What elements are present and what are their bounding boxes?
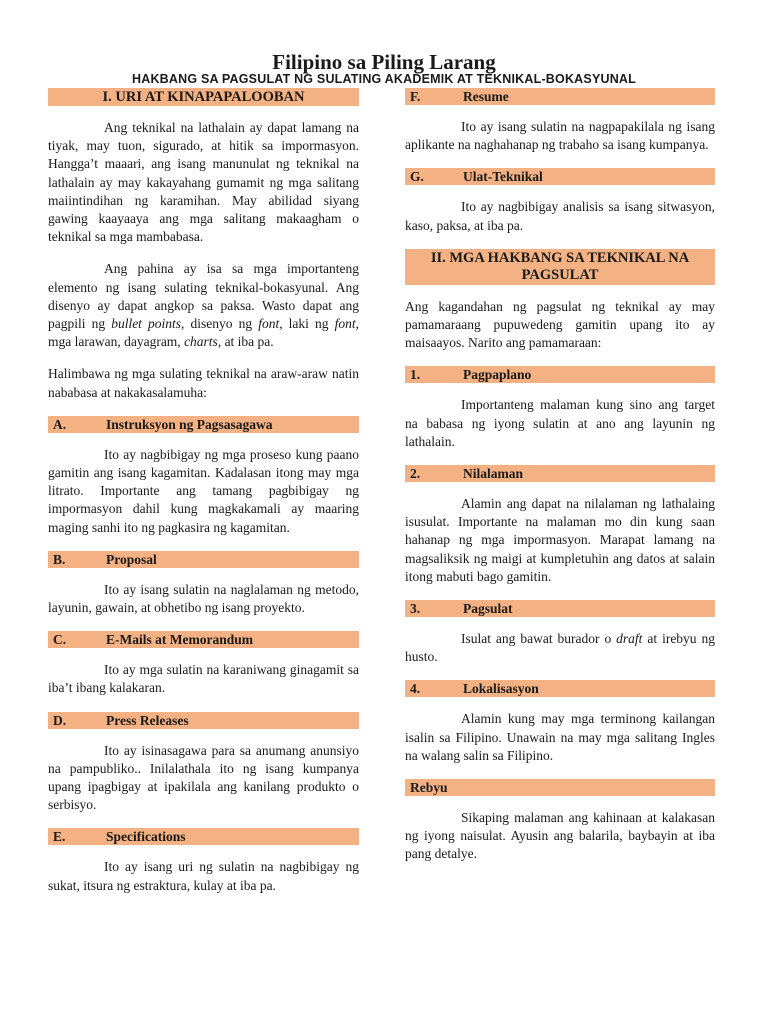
item-letter: C.	[53, 632, 67, 648]
paragraph: Alamin kung may mga terminong kailangan isalin sa Filipino. Unawain na may mga salitang Ingles na walang salin sa Filipino.	[405, 711, 715, 763]
right-column	[405, 88, 715, 878]
item-label: Specifications	[106, 829, 186, 845]
step-label: Pagpaplano	[463, 367, 532, 383]
step-number: 2.	[410, 466, 421, 482]
item-heading	[405, 168, 715, 185]
paragraph: Sikaping malaman ang kahinaan at kalakasan ng iyong naisulat. Ayusin ang balarila, baybayin at iba pang detalye.	[405, 810, 715, 862]
paragraph: Isulat ang bawat burador o draft at irebyu ng husto.	[405, 631, 715, 665]
item-label: Ulat-Teknikal	[463, 169, 543, 185]
paragraph: Ito ay isang uri ng sulatin na nagbibigay ng sukat, itsura ng estraktura, kulay at iba pa.	[48, 859, 359, 893]
step-number: 3.	[410, 601, 421, 617]
item-label: E-Mails at Memorandum	[106, 632, 253, 648]
section-heading-hakbang	[405, 249, 715, 285]
step-heading	[405, 465, 715, 482]
paragraph: Ito ay isang sulatin na naglalaman ng metodo, layunin, gawain, at obhetibo ng isang proyekto.	[48, 581, 359, 616]
step-number: 4.	[410, 681, 421, 697]
item-label: Resume	[463, 89, 509, 104]
paragraph: Ito ay mga sulatin na karaniwang ginagamit sa iba’t ibang kalakaran.	[48, 662, 359, 696]
review-heading	[405, 779, 715, 796]
item-letter: D.	[53, 712, 67, 728]
document-subtitle: HAKBANG SA PAGSULAT NG SULATING AKADEMIK AT TEKNIKAL-BOKASYUNAL	[131, 72, 636, 86]
item-heading	[48, 416, 359, 433]
item-heading	[48, 631, 359, 648]
step-label: Nilalaman	[463, 466, 524, 482]
item-heading	[48, 712, 359, 729]
step-number: 1.	[410, 367, 421, 383]
item-letter: A.	[53, 416, 67, 432]
step-label: Pagsulat	[463, 601, 513, 617]
review-label: Rebyu	[410, 780, 448, 796]
paragraph: Ang pahina ay isa sa mga importanteng elemento ng isang sulating teknikal-bokasyunal. Ang disenyo ay dapat angkop sa paksa. Wasto dapat ang pagpili ng bullet points, disenyo ng font, laki ng font, mga larawan, dayagram, charts, at iba pa.	[48, 261, 359, 350]
step-label: Lokalisasyon	[463, 681, 539, 697]
step-heading	[405, 600, 715, 617]
step-heading	[405, 680, 715, 697]
item-label: Press Releases	[106, 712, 189, 728]
item-letter: B.	[53, 551, 66, 567]
item-letter: F.	[410, 89, 421, 104]
paragraph: Halimbawa ng mga sulating teknikal na araw-araw natin nababasa at nakakasalamuha:	[48, 366, 359, 400]
item-letter: G.	[410, 169, 424, 185]
paragraph: Importanteng malaman kung sino ang target na babasa ng iyong sulatin at ano ang layunin ng lathalain.	[405, 397, 715, 449]
paragraph: Ito ay nagbibigay ng mga proseso kung paano gamitin ang isang kagamitan. Kadalasan itong may mga litrato. Importante ang tamang pagbibigay ng impormasyon dahil kung magkakamali ay maaring maging sanhi ito ng pagkasira ng kagamitan.	[48, 446, 359, 535]
step-heading	[405, 366, 715, 383]
paragraph: Ang teknikal na lathalain ay dapat lamang na tiyak, may tuon, sigurado, at hitik sa impormasyon. Hangga’t maaari, ang isang manunulat ng teknikal na lathalain ay may kakayahang gumamit ng mga salitang maiintindihan ng karamihan. May abilidad siyang gawing kaayaaya ang mga salitang makaagham o teknikal sa mga mambabasa.	[48, 120, 359, 245]
item-letter: E.	[53, 829, 66, 845]
document-title: Filipino sa Piling Larang	[272, 50, 496, 74]
paragraph: Ito ay isang sulatin na nagpapakilala ng isang aplikante na naghahanap ng trabaho sa isang kumpanya.	[405, 119, 715, 153]
section-heading-line: PAGSULAT	[521, 266, 599, 283]
section-heading-line: II. MGA HAKBANG SA TEKNIKAL NA	[430, 249, 690, 266]
section-heading-uri	[48, 88, 359, 106]
paragraph: Ito ay isinasagawa para sa anumang anunsiyo na pampubliko.. Inilalathala ito ng isang kumpanya upang ipagbigay at ipakilala ang kanilang produkto o serbisyo.	[48, 742, 359, 813]
item-label: Instruksyon ng Pagsasagawa	[106, 416, 273, 432]
paragraph: Ito ay nagbibigay analisis sa isang sitwasyon, kaso, paksa, at iba pa.	[405, 199, 715, 233]
section-heading-text: I. URI AT KINAPAPALOOBAN	[102, 89, 305, 105]
item-heading	[48, 551, 359, 568]
item-heading	[405, 88, 715, 105]
paragraph: Alamin ang dapat na nilalaman ng lathalaing isusulat. Importante na malaman mo din kung saan hahanap ng mga impormasyon. Marapat lamang na magsaliksik ng maigi at kumpletuhin ang datos at salain itong mabuti bago gamitin.	[405, 496, 715, 584]
item-heading	[48, 828, 359, 845]
item-label: Proposal	[106, 551, 157, 567]
paragraph: Ang kagandahan ng pagsulat ng teknikal ay may pamamaraang pupuwedeng gamitin upang ito ay maisaayos. Narito ang pamamaraan:	[405, 298, 715, 351]
left-column	[48, 88, 359, 909]
